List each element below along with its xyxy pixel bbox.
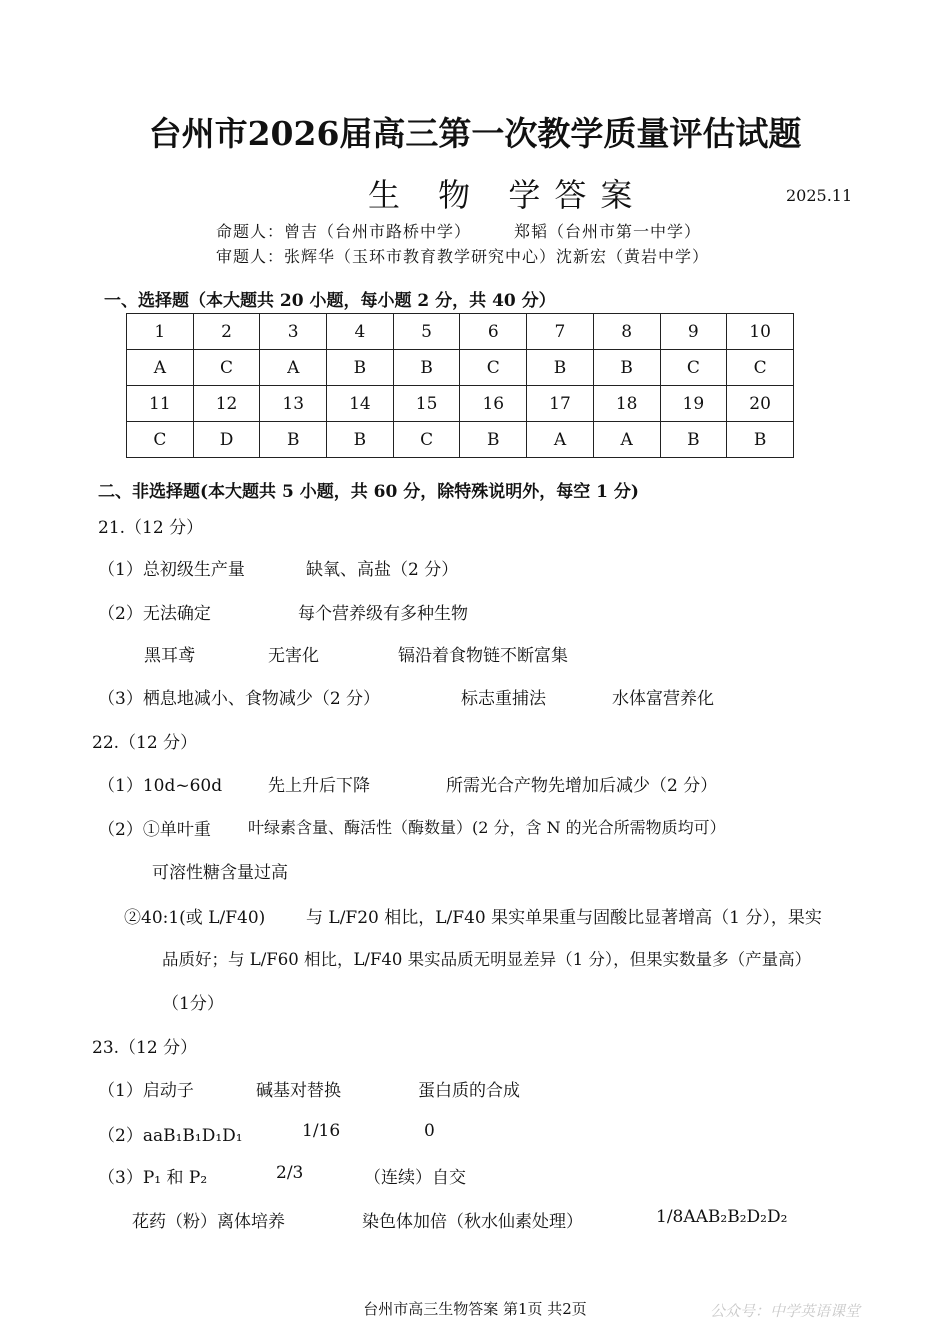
- q23-answer: （3）P₁ 和 P₂: [98, 1168, 208, 1188]
- table-cell-answer: C: [460, 350, 527, 386]
- q22-answer: 叶绿素含量、酶活性（酶数量）(2 分，含 N 的光合所需物质均可）: [248, 818, 726, 837]
- table-cell-number: 12: [193, 386, 260, 422]
- section2-title: 二、非选择题(本大题共 5 小题，共 60 分，除特殊说明外，每空 1 分): [98, 482, 639, 502]
- q23-answer: 染色体加倍（秋水仙素处理）: [362, 1212, 583, 1232]
- table-cell-number: 11: [127, 386, 194, 422]
- table-cell-answer: C: [127, 422, 194, 458]
- watermark: 公众号：中学英语课堂: [710, 1302, 861, 1320]
- q21-answer: 黑耳鸢: [144, 646, 195, 666]
- table-cell-answer: B: [393, 350, 460, 386]
- section1-title: 一、选择题（本大题共 20 小题，每小题 2 分，共 40 分）: [104, 291, 556, 311]
- q21-answer: （3）栖息地减小、食物减少（2 分）: [98, 689, 381, 709]
- q21-answer: （2）无法确定: [98, 604, 211, 624]
- exam-date: 2025.11: [786, 186, 853, 205]
- table-cell-number: 14: [327, 386, 394, 422]
- table-cell-number: 19: [660, 386, 727, 422]
- q23-answer: 0: [424, 1121, 435, 1141]
- q23-answer: 碱基对替换: [256, 1081, 341, 1101]
- answer-table: [126, 313, 794, 458]
- q23-answer: 蛋白质的合成: [418, 1081, 520, 1101]
- q22-answer: 与 L/F20 相比，L/F40 果实单果重与固酸比显著增高（1 分），果实: [306, 908, 822, 928]
- table-cell-answer: B: [593, 350, 660, 386]
- table-cell-number: 8: [593, 314, 660, 350]
- table-cell-answer: C: [393, 422, 460, 458]
- table-cell-answer: A: [527, 422, 594, 458]
- reviewers-line: 审题人：张辉华（玉环市教育教学研究中心）沈新宏（黄岩中学）: [216, 247, 710, 266]
- table-cell-number: 20: [727, 386, 794, 422]
- q23-answer: （1）启动子: [98, 1081, 194, 1101]
- table-cell-number: 17: [527, 386, 594, 422]
- q22-answer: ②40:1(或 L/F40): [124, 908, 266, 928]
- q22-answer: （1分）: [162, 994, 224, 1014]
- page-title: 台州市2026届高三第一次教学质量评估试题: [148, 114, 802, 153]
- q22-answer: （1）10d~60d: [98, 776, 223, 796]
- table-cell-number: 9: [660, 314, 727, 350]
- table-cell-answer: B: [460, 422, 527, 458]
- q23-answer: 2/3: [276, 1163, 304, 1183]
- table-cell-number: 16: [460, 386, 527, 422]
- table-cell-number: 5: [393, 314, 460, 350]
- q22-answer: 所需光合产物先增加后减少（2 分）: [446, 776, 718, 796]
- table-row: [127, 422, 794, 458]
- table-cell-answer: A: [593, 422, 660, 458]
- q21-answer: 缺氧、高盐（2 分）: [306, 560, 459, 580]
- table-cell-answer: A: [260, 350, 327, 386]
- table-cell-answer: B: [327, 350, 394, 386]
- q22-answer: （2）①单叶重: [98, 820, 211, 840]
- q22-answer: 先上升后下降: [268, 776, 370, 796]
- table-cell-answer: C: [660, 350, 727, 386]
- setters-line: 命题人：曾吉（台州市路桥中学） 郑韬（台州市第一中学）: [216, 222, 702, 241]
- table-cell-answer: C: [727, 350, 794, 386]
- q21-answer: 无害化: [268, 646, 319, 666]
- table-cell-number: 7: [527, 314, 594, 350]
- q21-answer: （1）总初级生产量: [98, 560, 245, 580]
- table-row: [127, 314, 794, 350]
- table-cell-answer: A: [127, 350, 194, 386]
- q23-answer: （连续）自交: [364, 1168, 466, 1188]
- table-cell-number: 2: [193, 314, 260, 350]
- table-row: [127, 386, 794, 422]
- q23-heading: 23.（12 分）: [92, 1038, 198, 1058]
- q21-answer: 标志重捕法: [461, 689, 546, 709]
- page-footer: 台州市高三生物答案 第1页 共2页: [363, 1300, 587, 1318]
- q22-heading: 22.（12 分）: [92, 733, 198, 753]
- table-cell-number: 3: [260, 314, 327, 350]
- table-cell-number: 6: [460, 314, 527, 350]
- table-cell-answer: B: [327, 422, 394, 458]
- q22-answer: 可溶性糖含量过高: [152, 863, 288, 883]
- q23-answer: （2）aaB₁B₁D₁D₁: [98, 1126, 243, 1146]
- q23-answer: 1/8AAB₂B₂D₂D₂: [656, 1207, 788, 1227]
- table-cell-number: 15: [393, 386, 460, 422]
- table-cell-answer: B: [727, 422, 794, 458]
- q21-answer: 水体富营养化: [612, 689, 714, 709]
- table-cell-answer: B: [527, 350, 594, 386]
- q22-answer: 品质好；与 L/F60 相比，L/F40 果实品质无明显差异（1 分），但果实数量多（产量高）: [162, 950, 812, 969]
- table-cell-number: 18: [593, 386, 660, 422]
- q23-answer: 1/16: [302, 1121, 341, 1141]
- page-subtitle: 生 物 学答案: [368, 176, 647, 214]
- table-cell-number: 4: [327, 314, 394, 350]
- table-cell-answer: B: [660, 422, 727, 458]
- q21-heading: 21.（12 分）: [98, 518, 204, 538]
- table-row: [127, 350, 794, 386]
- q23-answer: 花药（粉）离体培养: [132, 1212, 285, 1232]
- table-cell-number: 10: [727, 314, 794, 350]
- table-cell-number: 1: [127, 314, 194, 350]
- q21-answer: 镉沿着食物链不断富集: [398, 646, 568, 666]
- table-cell-answer: D: [193, 422, 260, 458]
- q21-answer: 每个营养级有多种生物: [298, 604, 468, 624]
- table-cell-answer: B: [260, 422, 327, 458]
- table-cell-number: 13: [260, 386, 327, 422]
- table-cell-answer: C: [193, 350, 260, 386]
